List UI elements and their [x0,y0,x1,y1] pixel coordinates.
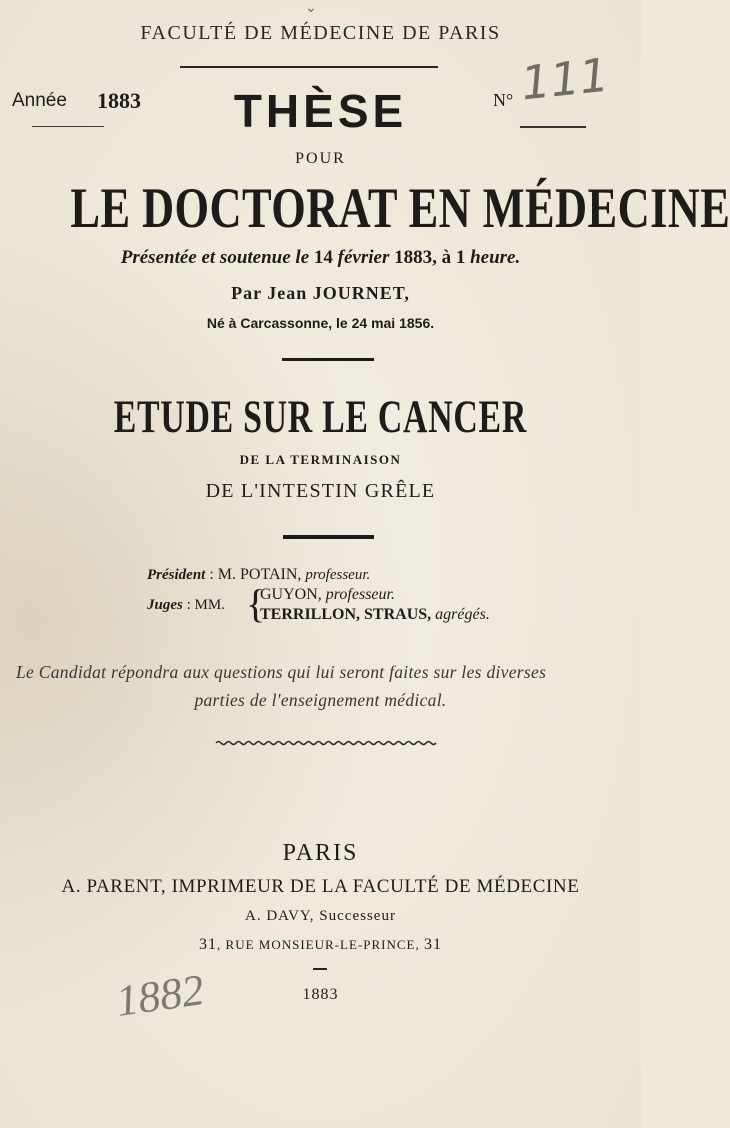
imprint-city: PARIS [282,840,359,866]
imprint-successor: A. DAVY, Successeur [245,908,396,924]
president-name: POTAIN, [240,566,306,583]
thesis-subtitle-2: DE L'INTESTIN GRÊLE [205,480,436,502]
author-line: Par Jean JOURNET, [231,283,410,303]
candidat-note-line-2: parties de l'enseignement médical. [194,690,447,710]
president-title: professeur. [305,567,371,583]
defense-year: 1883 [394,247,433,268]
ornament-divider [216,740,436,746]
imprint-year: 1883 [302,986,339,1003]
defense-day: 14 [313,247,333,268]
address-num-1: 31 [199,936,218,953]
bottom-dash [313,968,327,970]
defense-hour: 1 [455,247,466,268]
address-num-2: 31 [423,936,442,953]
juge2-name: TERRILLON, STRAUS, [260,606,436,623]
candidat-note-line-1: Le Candidat répondra aux questions qui lui seront faites sur les diverses [16,662,547,682]
handwritten-mark: 1882 [113,965,207,1026]
juge1-name: GUYON, [260,586,326,603]
these-title: THÈSE [233,85,408,137]
juges-label-line [147,597,225,614]
defense-hour-suffix: heure. [465,247,521,268]
number-label: N° [493,90,514,110]
degree-title: LE DOCTORAT EN MÉDECINE [70,177,730,240]
divider-rule-2 [283,535,374,539]
juges-sep: : MM. [182,597,225,613]
top-rule [180,66,438,68]
year-label: Année [12,90,67,111]
defense-at: , à [432,247,456,268]
address-street: , RUE MONSIEUR-LE-PRINCE, [217,937,424,952]
juge2-title: agrégés. [435,606,490,623]
year-value: 1883 [97,88,141,113]
president-label: Président [147,567,206,583]
imprint-printer: A. PARENT, IMPRIMEUR DE LA FACULTÉ DE MÉDECINE [61,876,580,897]
faculty-name: FACULTÉ DE MÉDECINE DE PARIS [140,22,501,44]
author-birth: Né à Carcassonne, le 24 mai 1856. [206,315,435,331]
juge-1 [260,586,395,604]
defense-month: février [332,247,395,268]
corner-mark-icon: ⌄ [305,1,317,16]
number-rule [520,126,586,128]
imprint-address [0,936,641,954]
juges-label: Juges [147,597,183,613]
number-handwritten: 111 [518,47,612,111]
thesis-main-title: ETUDE SUR LE CANCER [113,391,527,443]
defense-prefix: Présentée et soutenue le [120,247,314,268]
juge-2 [260,606,490,624]
brace-icon: { [246,581,266,626]
thesis-subtitle-1: DE LA TERMINAISON [239,452,402,467]
pour-label: POUR [295,150,346,167]
divider-rule [282,358,374,361]
juge1-title: professeur. [325,586,395,603]
defense-date-line [0,247,641,269]
president-sep: : M. [205,566,241,583]
